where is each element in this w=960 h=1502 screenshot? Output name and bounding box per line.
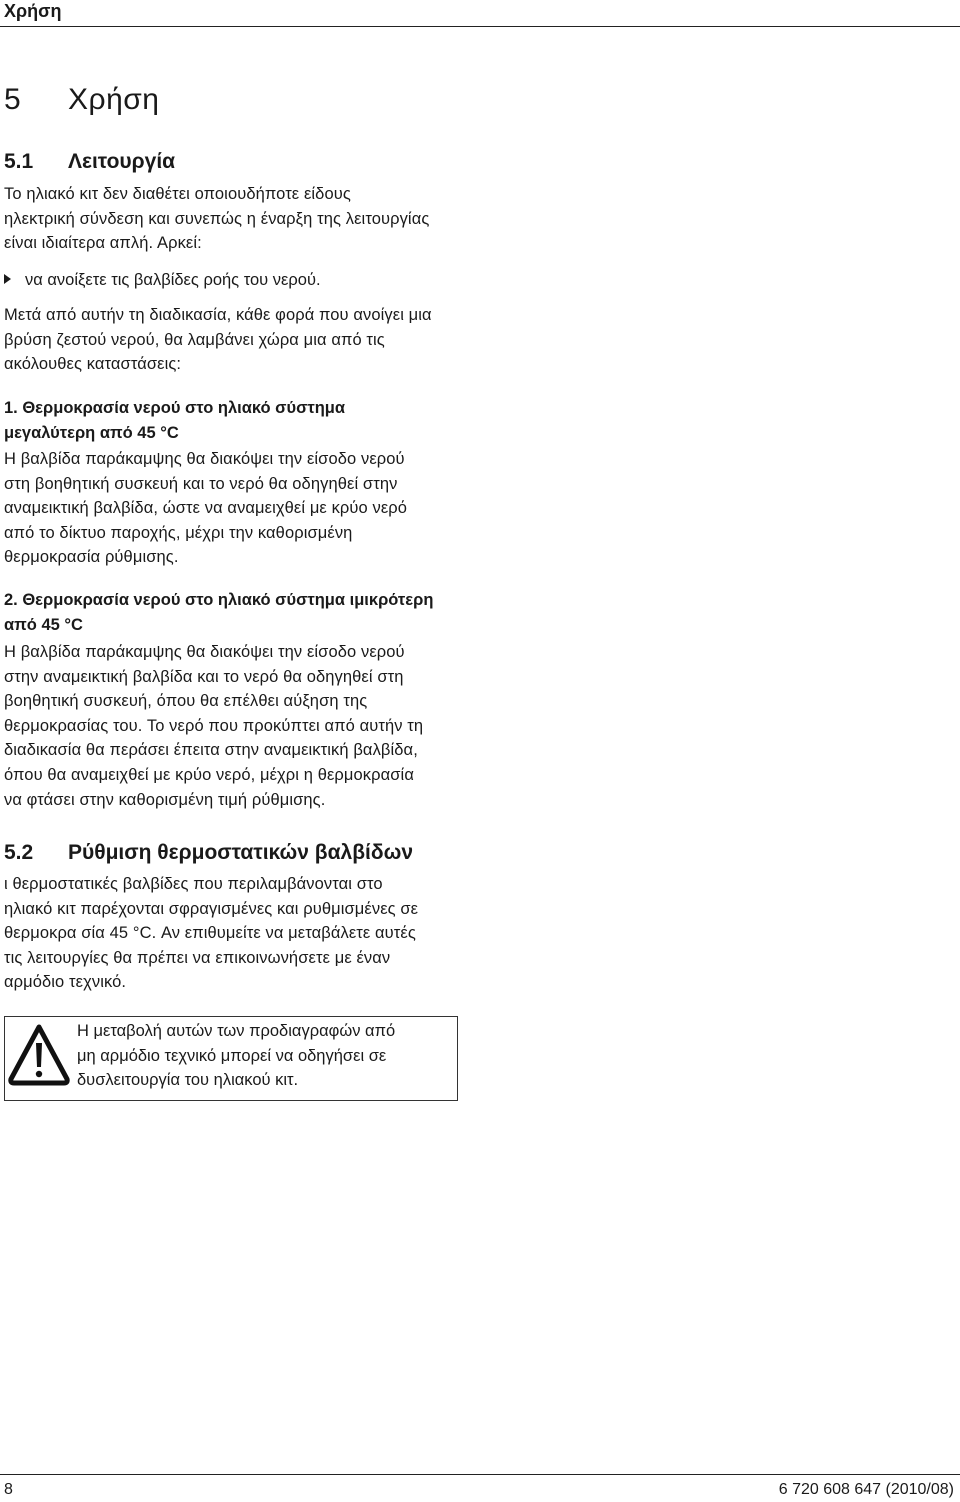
chapter-number: 5 — [4, 83, 22, 116]
page-header — [0, 0, 960, 34]
intro-paragraph — [4, 182, 474, 256]
section-title-text: Λειτουργία — [68, 150, 176, 173]
warning-box — [4, 1016, 458, 1101]
text-line: βοηθητική συσκευή, όπου θα επέλθει αύξηση της — [4, 692, 368, 711]
case2-paragraph — [4, 640, 474, 812]
running-title: Χρήση — [4, 1, 62, 21]
text-line: ι θερμοστατικές βαλβίδες που περιλαμβάνονται στο — [4, 875, 383, 893]
text-line: ηλεκτρική σύνδεση και συνεπώς η έναρξη της λειτουργίας — [4, 209, 430, 228]
text-line: είναι ιδιαίτερα απλή. Αρκεί: — [4, 234, 202, 253]
page-number: 8 — [4, 1481, 13, 1498]
section-title-text: Ρύθμιση θερμοστατικών βαλβίδων — [68, 841, 414, 864]
text-line: στην αναμεικτική βαλβίδα και το νερό θα οδηγηθεί στη — [4, 667, 404, 686]
warning-triangle-icon — [7, 1023, 71, 1087]
section-title-thermostatic-valves — [4, 840, 413, 866]
after-paragraph — [4, 303, 474, 377]
text-line: στη βοηθητική συσκευή και το νερό θα οδηγηθεί στην — [4, 474, 398, 493]
chapter-title-text: Χρήση — [68, 83, 160, 116]
case2-heading — [4, 588, 474, 637]
text-line: Το ηλιακό κιτ δεν διαθέτει οποιουδήποτε είδους — [4, 185, 351, 203]
case1-heading — [4, 396, 474, 445]
text-line: αναμεικτική βαλβίδα, ώστε να αναμειχθεί με κρύο νερό — [4, 499, 408, 518]
bullet-arrow-icon — [4, 274, 11, 284]
header-divider — [0, 26, 960, 27]
footer-divider — [0, 1474, 960, 1475]
valves-paragraph — [4, 872, 474, 995]
heading-line: 1. Θερμοκρασία νερού στο ηλιακό σύστημα — [4, 399, 346, 417]
text-line: αρμόδιο τεχνικό. — [4, 973, 127, 992]
text-line: Μετά από αυτήν τη διαδικασία, κάθε φορά που ανοίγει μια — [4, 306, 432, 324]
text-line: Η μεταβολή αυτών των προδιαγραφών από — [77, 1022, 396, 1040]
case1-paragraph — [4, 447, 474, 570]
heading-line: 2. Θερμοκρασία νερού στο ηλιακό σύστημα ιμικρότερη — [4, 591, 434, 609]
warning-text — [77, 1019, 447, 1093]
bullet-item — [4, 268, 321, 293]
bullet-text: να ανοίξετε τις βαλβίδες ροής του νερού. — [25, 271, 321, 289]
heading-line: μεγαλύτερη από 45 °C — [4, 423, 179, 442]
heading-line: από 45 °C — [4, 615, 83, 634]
text-line: τις λειτουργίες θα πρέπει να επικοινωνήσετε με έναν — [4, 948, 391, 967]
text-line: θερμοκρα σία 45 °C. Αν επιθυμείτε να μεταβάλετε αυτές — [4, 924, 416, 943]
document-code: 6 720 608 647 (2010/08) — [778, 1481, 954, 1498]
section-title-operation — [4, 149, 175, 175]
text-line: δυσλειτουργία του ηλιακού κιτ. — [77, 1071, 299, 1090]
text-line: ακόλουθες καταστάσεις: — [4, 355, 182, 374]
text-line: θερμοκρασία ρύθμισης. — [4, 548, 179, 567]
text-line: μη αρμόδιο τεχνικό μπορεί να οδηγήσει σε — [77, 1046, 387, 1065]
text-line: Η βαλβίδα παράκαμψης θα διακόψει την είσοδο νερού — [4, 643, 405, 661]
text-line: βρύση ζεστού νερού, θα λαμβάνει χώρα μια από τις — [4, 330, 385, 349]
text-line: θερμοκρασίας του. Το νερό που προκύπτει από αυτήν τη — [4, 716, 424, 735]
text-line: από το δίκτυο παροχής, μέχρι την καθορισμένη — [4, 523, 353, 542]
text-line: όπου θα αναμειχθεί με κρύο νερό, μέχρι η θερμοκρασία — [4, 765, 414, 784]
section-number: 5.2 — [4, 841, 34, 864]
chapter-title — [4, 80, 159, 120]
text-line: Η βαλβίδα παράκαμψης θα διακόψει την είσοδο νερού — [4, 450, 405, 468]
text-line: διαδικασία θα περάσει έπειτα στην αναμεικτική βαλβίδα, — [4, 741, 418, 760]
text-line: να φτάσει στην καθορισμένη τιμή ρύθμισης. — [4, 790, 326, 809]
text-line: ηλιακό κιτ παρέχονται σφραγισμένες και ρυθμισμένες σε — [4, 899, 419, 918]
section-number: 5.1 — [4, 150, 34, 173]
